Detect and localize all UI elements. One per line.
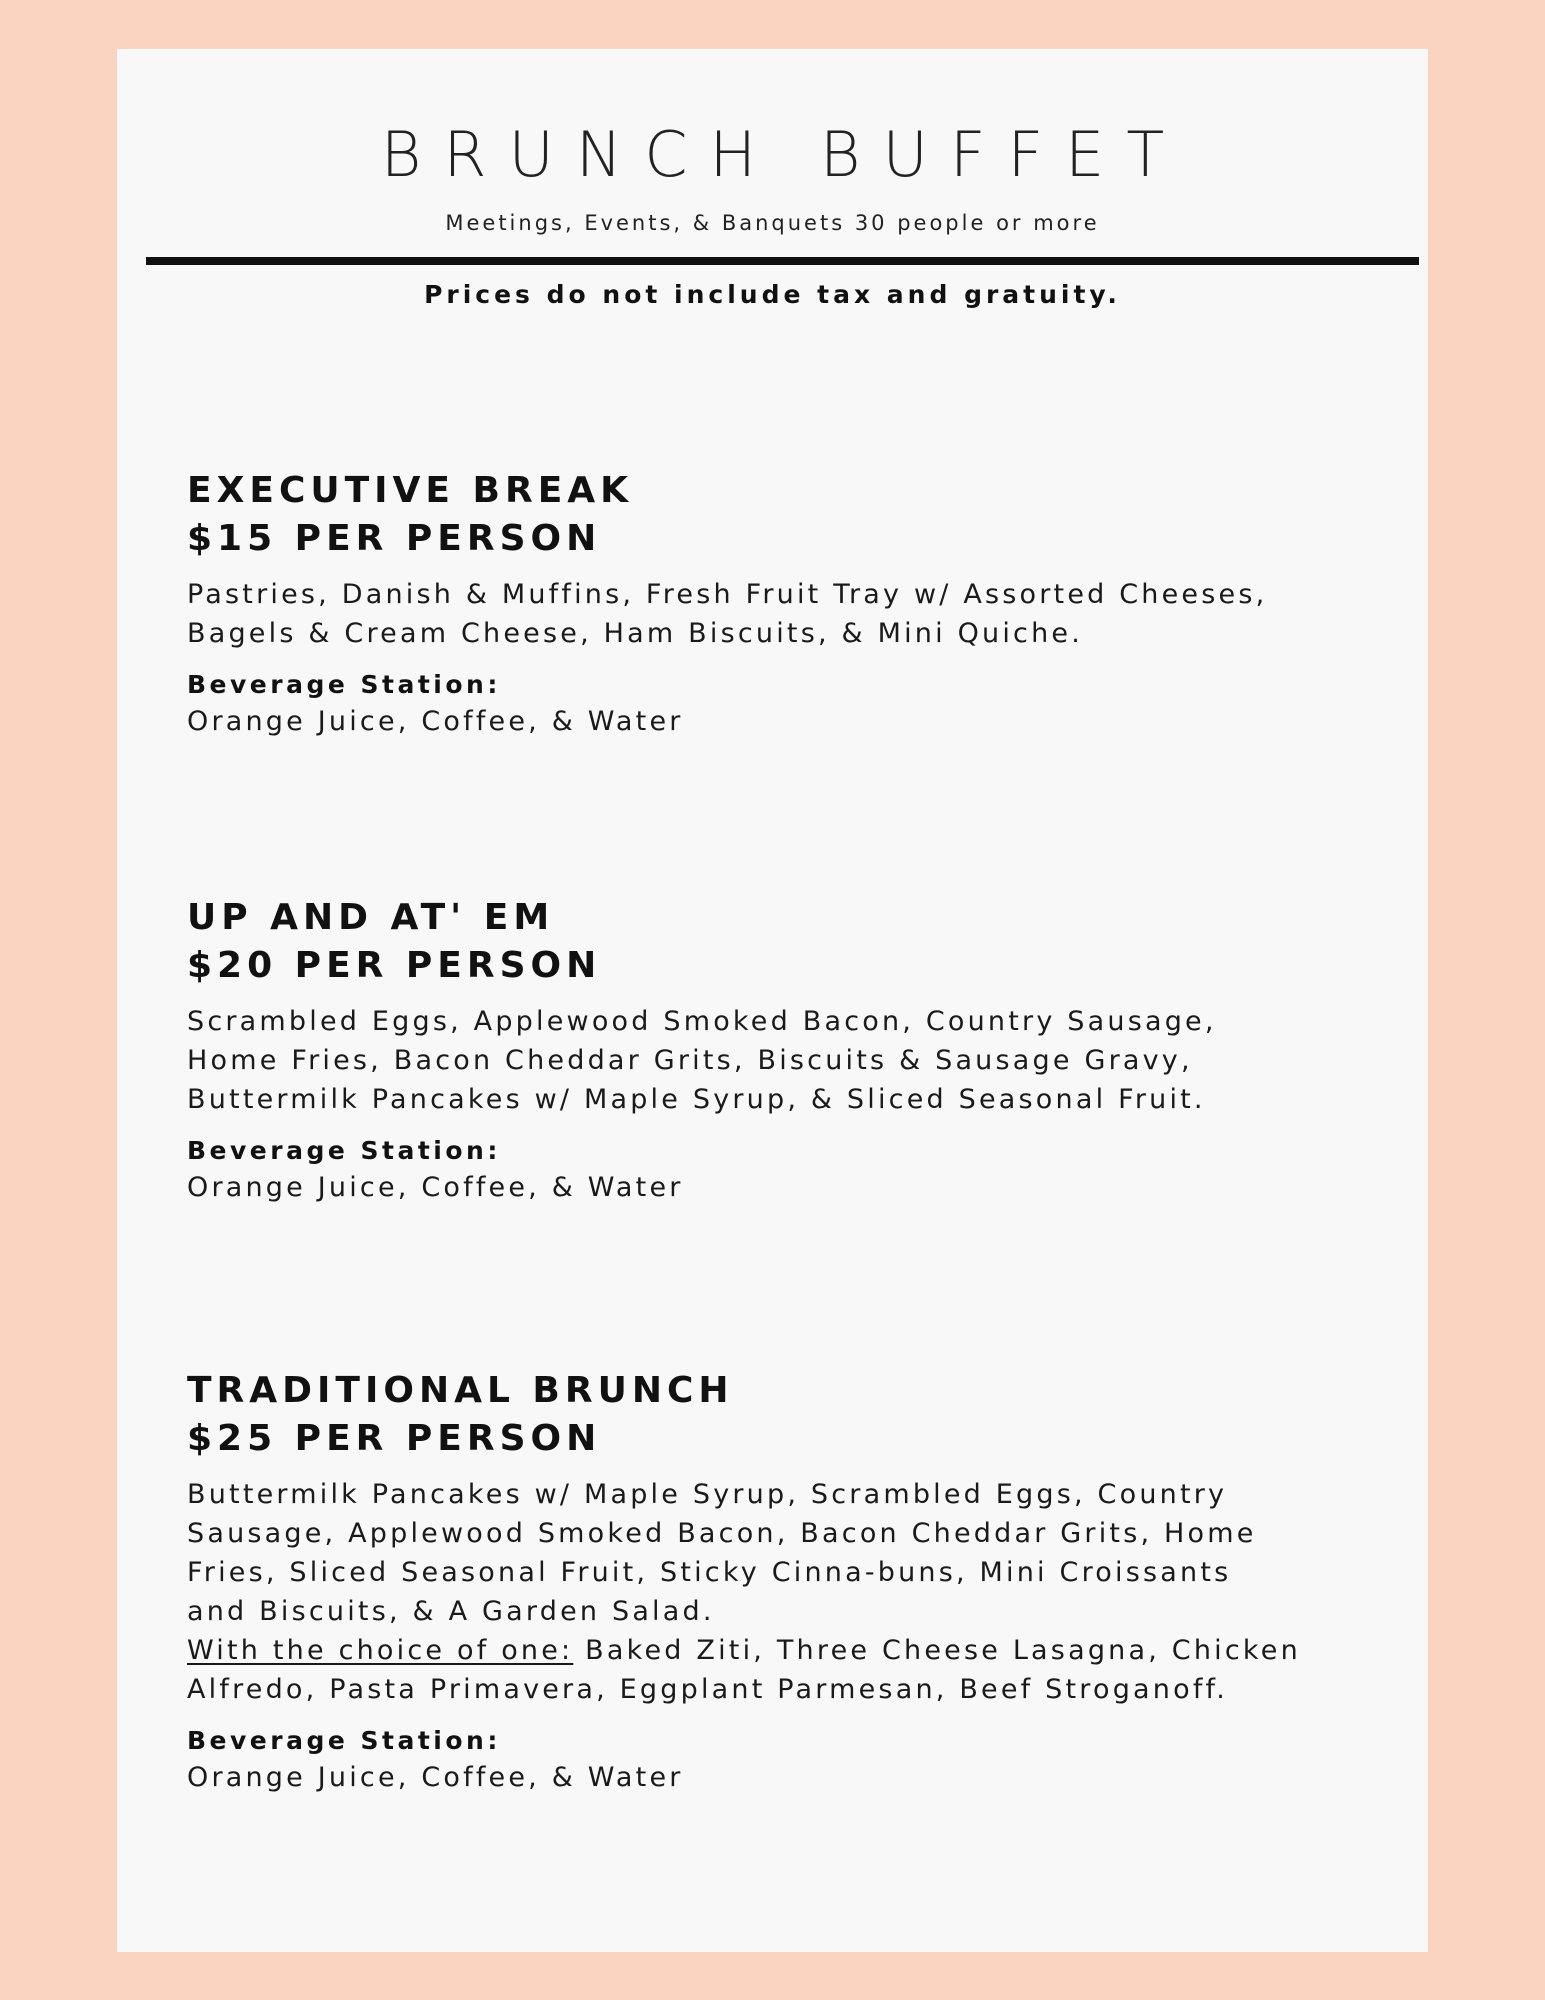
choice-line: [187, 1631, 1367, 1670]
menu-section-up-and-at-em: [187, 894, 1367, 1207]
header-divider: [146, 257, 1419, 265]
beverage-station-label: Beverage Station:: [187, 1136, 501, 1165]
beverage-station-label: Beverage Station:: [187, 670, 501, 699]
menu-subtitle: Meetings, Events, & Banquets 30 people or more: [445, 211, 1100, 235]
section-description: Pastries, Danish & Muffins, Fresh Fruit Tray w/ Assorted Cheeses, Bagels & Cream Cheese, Ham Biscuits, & Mini Quiche.: [187, 579, 1268, 649]
section-price: $25 PER PERSON: [187, 1418, 602, 1459]
section-price: $20 PER PERSON: [187, 945, 602, 986]
price-notice: Prices do not include tax and gratuity.: [424, 280, 1121, 309]
choice-items-continued: Alfredo, Pasta Primavera, Eggplant Parmesan, Beef Stroganoff.: [187, 1674, 1229, 1705]
section-description: Buttermilk Pancakes w/ Maple Syrup, Scrambled Eggs, Country Sausage, Applewood Smoked Bacon, Bacon Cheddar Grits, Home Fries, Sliced Seasonal Fruit, Sticky Cinna-buns, Mini Croissants and Biscuits, & A Garden Salad.: [187, 1479, 1257, 1627]
section-price: $15 PER PERSON: [187, 518, 602, 559]
menu-sheet: [117, 49, 1428, 1952]
section-name: TRADITIONAL BRUNCH: [187, 1370, 734, 1411]
beverage-station-items: Orange Juice, Coffee, & Water: [187, 706, 684, 737]
menu-section-traditional-brunch: [187, 1367, 1367, 1797]
section-name: UP AND AT' EM: [187, 897, 555, 938]
choice-label: With the choice of one:: [187, 1635, 574, 1666]
choice-items: Baked Ziti, Three Cheese Lasagna, Chicken: [573, 1635, 1301, 1666]
beverage-station-label: Beverage Station:: [187, 1726, 501, 1755]
menu-section-executive-break: [187, 467, 1367, 741]
menu-title: BRUNCH BUFFET: [380, 118, 1187, 191]
section-description: Scrambled Eggs, Applewood Smoked Bacon, Country Sausage, Home Fries, Bacon Cheddar Grits, Biscuits & Sausage Gravy, Buttermilk Pancakes w/ Maple Syrup, & Sliced Seasonal Fruit.: [187, 1006, 1217, 1115]
section-name: EXECUTIVE BREAK: [187, 470, 634, 511]
beverage-station-items: Orange Juice, Coffee, & Water: [187, 1172, 684, 1203]
beverage-station-items: Orange Juice, Coffee, & Water: [187, 1762, 684, 1793]
